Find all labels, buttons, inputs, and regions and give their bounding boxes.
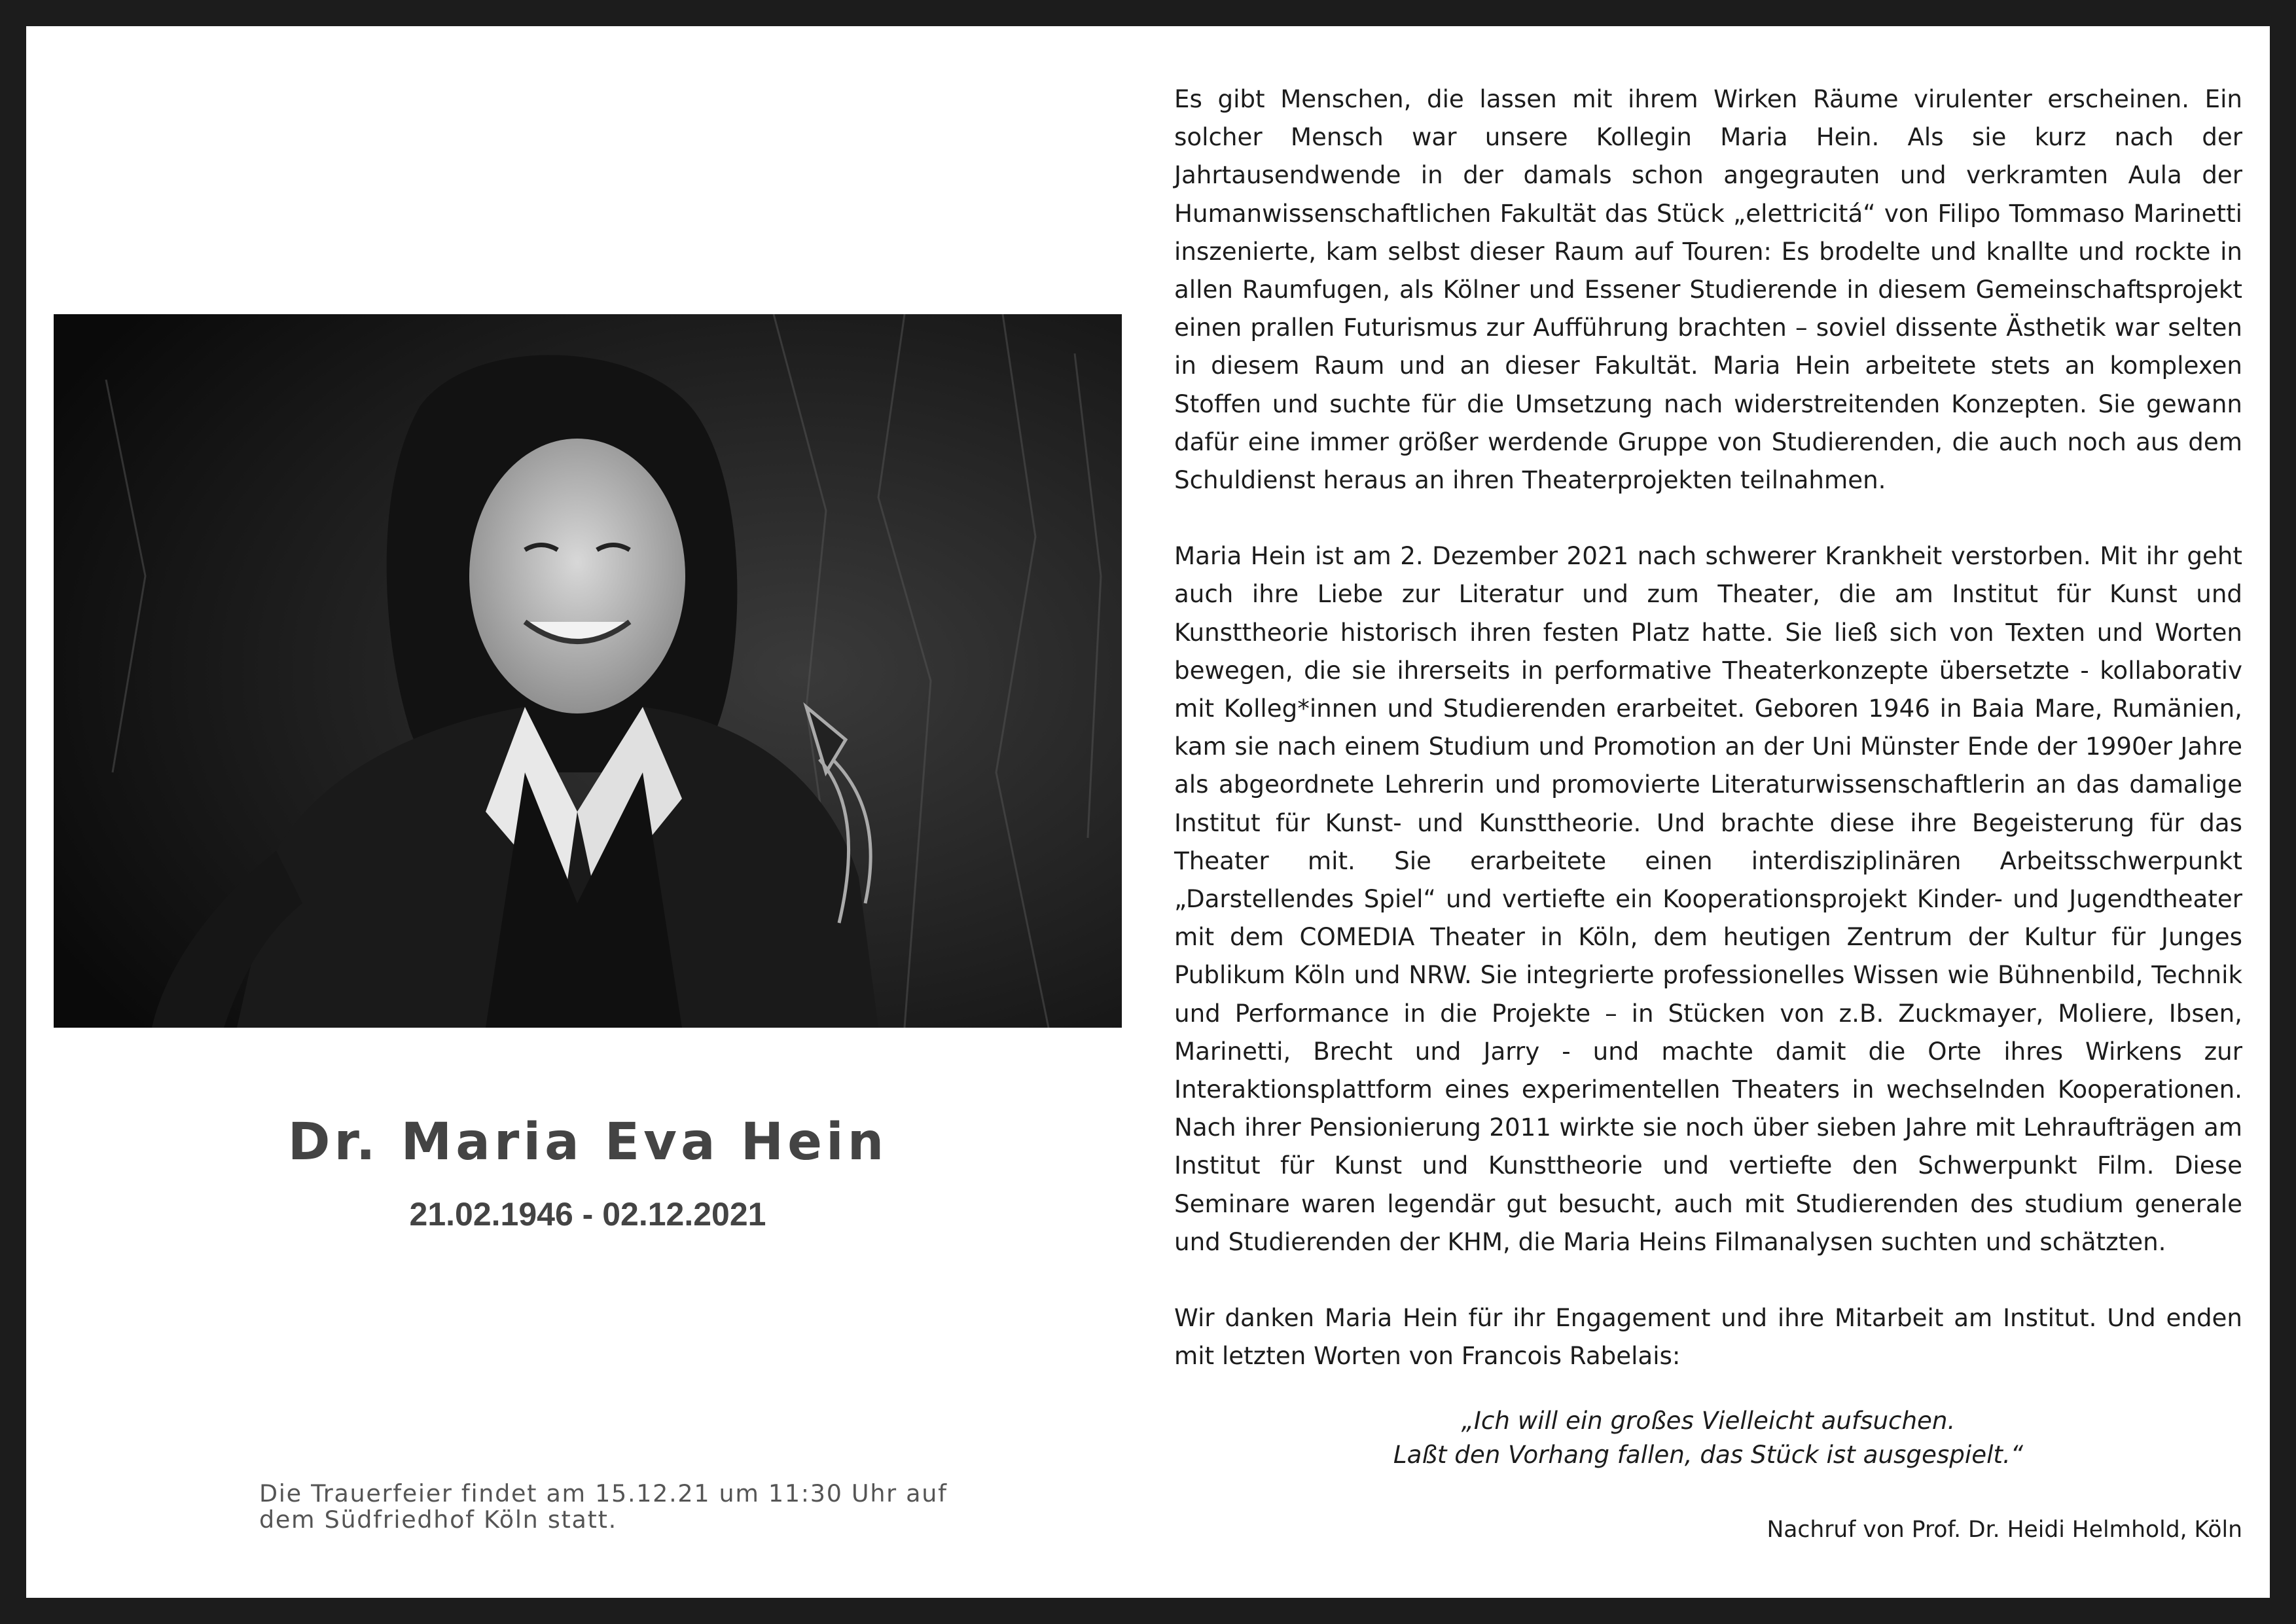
life-dates: 21.02.1946 - 02.12.2021 [409,1196,766,1233]
funeral-notice-line: Die Trauerfeier findet am 15.12.21 um 11:30 Uhr auf [259,1479,948,1507]
portrait-photo [54,314,1122,1028]
obituary-paragraph: Es gibt Menschen, die lassen mit ihrem Wirken Räume virulenter erscheinen. Ein solcher Mensch war unsere Kollegin Maria Hein. Als sie kurz nach der Jahrtausendwende in der damals schon angegrauten und verkramten Aula der Humanwissenschaftlichen Fakultät das Stück „elettricitá“ von Filipo Tommaso Marinetti inszenierte, kam selbst dieser Raum auf Touren: Es brodelte und knallte und rockte in allen Raumfugen, als Kölner und Essener Studierende in diesem Gemeinschaftsprojekt einen prallen Futurismus zur Aufführung brachten – soviel dissente Ästhetik war selten in diesem Raum und an dieser Fakultät. Maria Hein arbeitete stets an komplexen Stoffen und suchte für die Umsetzung nach widerstreitenden Konzepten. Sie gewann dafür eine immer größer werdende Gruppe von Studierenden, die auch noch aus dem Schuldienst heraus an ihren Theaterprojekten teilnahmen. [1174,84,2242,495]
obituary-paragraph: Maria Hein ist am 2. Dezember 2021 nach schwerer Krankheit verstorben. Mit ihr geht auch ihre Liebe zur Literatur und zum Theater, die am Institut für Kunst und Kunsttheorie historisch ihren festen Platz hatte. Sie ließ sich von Texten und Worten bewegen, die sie ihrerseits in performative Theaterkonzepte übersetzte - kollaborativ mit Kolleg*innen und Studierenden erarbeitet. Geboren 1946 in Baia Mare, Rumänien, kam sie nach einem Studium und Promotion an der Uni Münster Ende der 1990er Jahre als abgeordnete Lehrerin und promovierte Literaturwissenschaftlerin an das damalige Institut für Kunst- und Kunsttheorie. Und brachte diese ihre Begeisterung für das Theater mit. Sie erarbeitete einen interdisziplinären Arbeitsschwerpunkt „Darstellendes Spiel“ und vertiefte ein Kooperationsprojekt Kinder- und Jugendtheater mit dem COMEDIA Theater in Köln, dem heutigen Zentrum der Kultur für Junges Publikum Köln und NRW. Sie integrierte professionelles Wissen wie Bühnenbild, Technik und Performance in die Projekte – in Stücken von z.B. Zuckmayer, Moliere, Ibsen, Marinetti, Brecht und Jarry - und machte damit die Orte ihres Wirkens zur Interaktionsplattform eines experimentellen Theaters in wechselnden Kooperationen. Nach ihrer Pensionierung 2011 wirkte sie noch über sieben Jahre mit Lehraufträgen am Institut für Kunst und Kunsttheorie und vertiefte den Schwerpunkt Film. Diese Seminare waren legendär gut besucht, auch mit Studierenden des studium generale und Studierenden der KHM, die Maria Heins Filmanalysen suchten und schätzten. [1174,541,2242,1256]
memorial-page [26,26,2270,1598]
rabelais-quote [1174,1403,2242,1471]
funeral-notice-line: dem Südfriedhof Köln statt. [259,1506,617,1534]
quote-line: Laßt den Vorhang fallen, das Stück ist ausgespielt.“ [1393,1440,2024,1469]
obituary-credit: Nachruf von Prof. Dr. Heidi Helmhold, Köln [1767,1517,2242,1543]
deceased-name: Dr. Maria Eva Hein [287,1113,888,1172]
portrait-photo-graphic [54,314,1122,1028]
quote-line: „Ich will ein großes Vielleicht aufsuchen. [1461,1406,1956,1435]
obituary-paragraph: Wir danken Maria Hein für ihr Engagement und ihre Mitarbeit am Institut. Und enden mit letzten Worten von Francois Rabelais: [1174,1303,2242,1371]
obituary-text [1174,80,2242,1375]
funeral-notice [259,1481,979,1533]
